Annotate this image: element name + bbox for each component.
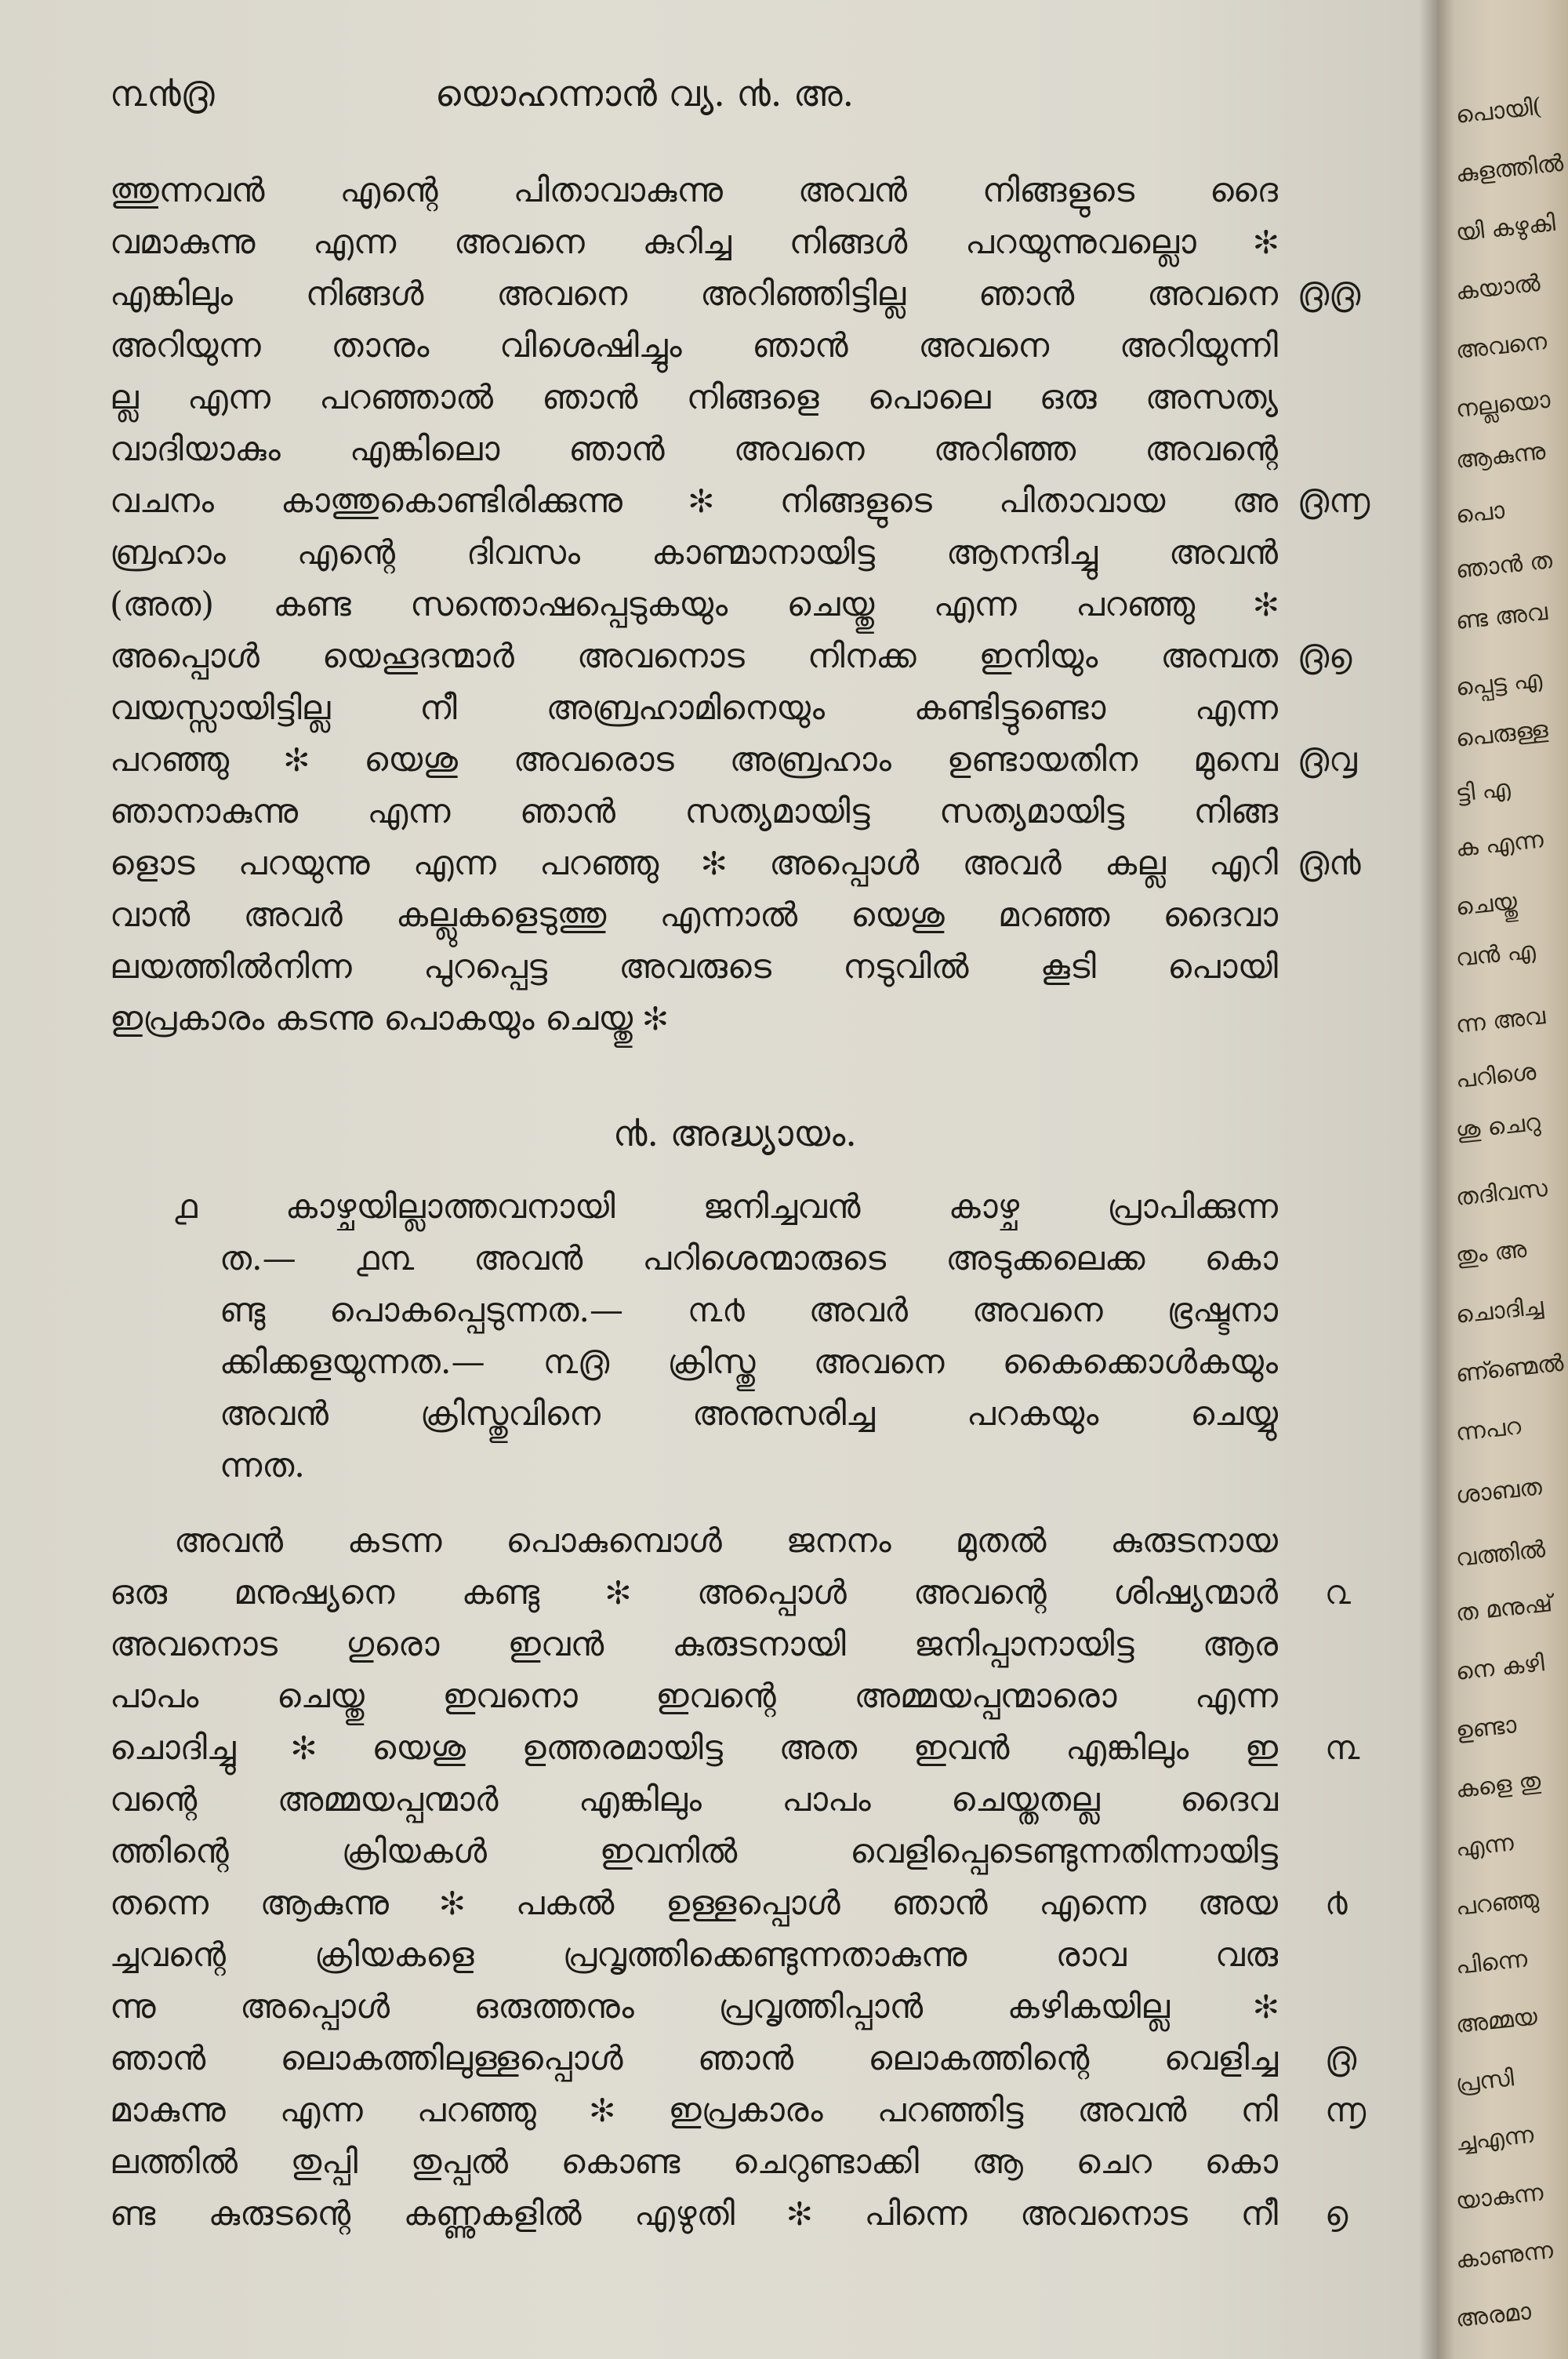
facing-page-fragment: എന്ന xyxy=(1454,1829,1515,1863)
facing-page-fragment: പ്പെട്ട എ xyxy=(1454,665,1544,702)
text-line: വാൻ അവർ കല്ലുകളെടുത്തു എന്നാൽ യെശു മറഞ്ഞ ദൈവാ xyxy=(110,896,1278,935)
text-line: പാപം ചെയ്തു ഇവനൊ ഇവന്റെ അമ്മയപ്പന്മാരൊ എന്ന xyxy=(110,1677,1278,1716)
text-line: വയസ്സായിട്ടില്ല നീ അബ്രഹാമിനെയും കണ്ടിട്ടുണ്ടൊ എന്ന xyxy=(110,689,1278,728)
text-line: വാദിയാകും എങ്കിലൊ ഞാൻ അവനെ അറിഞ്ഞ അവന്റെ xyxy=(110,430,1278,469)
facing-page-fragment: ശാബത xyxy=(1454,1473,1544,1510)
facing-page-fragment: ട്ടി എ xyxy=(1454,774,1512,808)
text-line: മാകുന്നു എന്ന പറഞ്ഞു ✻ ഇപ്രകാരം പറഞ്ഞിട്ട അവൻ നി xyxy=(110,2091,1278,2130)
facing-page-fragment: പെരുള്ള xyxy=(1454,715,1550,753)
verse-number: ൫൯ xyxy=(1298,844,1361,883)
facing-page-fragment: ന്ന അവ xyxy=(1454,1002,1547,1039)
verse-number: ൭ xyxy=(1325,2194,1348,2234)
text-line: വമാകുന്നു എന്ന അവനെ കുറിച്ച നിങ്ങൾ പറയുന്നുവല്ലൊ ✻ xyxy=(110,223,1278,262)
text-line: അപ്പൊൾ യെഹൂദന്മാർ അവനൊട നിനക്ക ഇനിയും അമ്പത xyxy=(110,637,1278,676)
text-line: ലയത്തിൽനിന്ന പുറപ്പെട്ട അവരുടെ നടുവിൽ കൂടി പൊയി xyxy=(110,947,1278,987)
facing-page-fragment: ഉണ്ടാ xyxy=(1454,1711,1518,1745)
text-line: എങ്കിലും നിങ്ങൾ അവനെ അറിഞ്ഞിട്ടില്ല ഞാൻ അവനെ xyxy=(110,274,1278,314)
facing-page-fragment: പൊയി( xyxy=(1454,93,1544,129)
summary-line: ൧ കാഴ്ചയില്ലാത്തവനായി ജനിച്ചവൻ കാഴ്ച പ്രാപിക്കുന്ന xyxy=(174,1187,1278,1227)
text-line: ഞാൻ ലൊകത്തിലുള്ളപ്പൊൾ ഞാൻ ലൊകത്തിന്റെ വെളിച്ച xyxy=(110,2039,1278,2078)
facing-page-fragment: കാണുന്ന xyxy=(1454,2237,1555,2274)
text-line: പറഞ്ഞു ✻ യെശു അവരൊട അബ്രഹാം ഉണ്ടായതിന മുമ്പെ xyxy=(110,740,1278,780)
folio-number: ൩൯൫ xyxy=(110,72,215,114)
verse-number: ൬ xyxy=(1325,2091,1367,2130)
facing-page-fragment: തും അ xyxy=(1454,1235,1528,1270)
facing-page-fragment: പറഞ്ഞു xyxy=(1454,1885,1541,1921)
text-line: വന്റെ അമ്മയപ്പന്മാർ എങ്കിലും പാപം ചെയ്തതല്ല ദൈവ xyxy=(110,1780,1278,1819)
chapter-heading: ൯. അദ്ധ്യായം. xyxy=(613,1112,857,1154)
facing-page-fragment: വത്തിൽ xyxy=(1454,1536,1547,1572)
facing-page-fragment: നെ കഴി xyxy=(1454,1649,1546,1686)
text-line: (അത) കണ്ട സന്തൊഷപ്പെടുകയും ചെയ്തു എന്ന പറഞ്ഞു ✻ xyxy=(110,585,1278,624)
verse-number: ൫൬ xyxy=(1298,482,1370,521)
text-line: ഞാനാകുന്നു എന്ന ഞാൻ സത്യമായിട്ട സത്യമായിട്ട നിങ്ങ xyxy=(110,792,1278,831)
text-line: അറിയുന്ന താനും വിശെഷിച്ചും ഞാൻ അവനെ അറിയുന്നി xyxy=(110,326,1278,365)
facing-page-fragment: ക എന്ന xyxy=(1454,826,1545,863)
text-line: ഇപ്രകാരം കടന്നു പൊകയും ചെയ്തു ✻ xyxy=(110,999,668,1038)
facing-page-fragment: ചെയ്തു xyxy=(1454,887,1519,921)
summary-line: അവൻ ക്രിസ്തുവിനെ അനുസരിച്ച പറകയും ചെയ്യു xyxy=(220,1394,1278,1434)
verse-number: ൫൫ xyxy=(1298,274,1361,314)
text-line: അവൻ കടന്ന പൊകുമ്പൊൾ ജനനം മുതൽ കുരുടനായ xyxy=(174,1521,1278,1561)
facing-page-fragment: അവനെ xyxy=(1454,327,1548,365)
facing-page-fragment: പ്രസി xyxy=(1454,2064,1515,2098)
facing-page-fragment: വൻ എ xyxy=(1454,936,1537,972)
text-line: ഒരു മനുഷ്യനെ കണ്ടു ✻ അപ്പൊൾ അവന്റെ ശിഷ്യന്മാർ xyxy=(110,1573,1278,1612)
facing-page-fragment: പിന്നെ xyxy=(1454,1945,1529,1980)
facing-page-fragment: ന്നപറ xyxy=(1454,1412,1523,1447)
facing-page-fragment: നല്ലയൊ xyxy=(1454,386,1552,423)
text-line: ത്തിന്റെ ക്രിയകൾ ഇവനിൽ വെളിപ്പെടെണ്ടുന്നതിന്നായിട്ട xyxy=(110,1832,1278,1871)
summary-line: ണ്ടു പൊകപ്പെടുന്നത.— ൩൪ അവർ അവനെ ഭ്രഷ്ടനാ xyxy=(220,1291,1278,1330)
facing-page-fragment: ത മനുഷ് xyxy=(1454,1590,1554,1627)
facing-page-fragment: തദിവസ xyxy=(1454,1174,1549,1212)
verse-number: ൩ xyxy=(1325,1728,1360,1768)
text-line: ല്ല എന്ന പറഞ്ഞാൽ ഞാൻ നിങ്ങളെ പൊലെ ഒരു അസത്യ xyxy=(110,378,1278,417)
text-line: വചനം കാത്തുകൊണ്ടിരിക്കുന്നു ✻ നിങ്ങളുടെ പിതാവായ അ xyxy=(110,482,1278,521)
facing-page-fragment: ശു ചെറു xyxy=(1454,1108,1542,1145)
facing-page-fragment: ചൊദിച്ച xyxy=(1454,1292,1545,1329)
summary-line: ക്കിക്കളയുന്നത.— ൩൫ ക്രിസ്തു അവനെ കൈക്കൊൾകയും xyxy=(220,1343,1278,1382)
text-line: ച്ചവന്റെ ക്രിയകളെ പ്രവൃത്തിക്കെണ്ടുന്നതാകുന്നു രാവ വരു xyxy=(110,1936,1278,1975)
text-line: ചൊദിച്ചു ✻ യെശു ഉത്തരമായിട്ട അത ഇവൻ എങ്കിലും ഇ xyxy=(110,1728,1278,1768)
text-line: ബ്രഹാം എന്റെ ദിവസം കാണ്മാനായിട്ട ആനന്ദിച്ചു അവൻ xyxy=(110,533,1278,572)
verse-number: ൨ xyxy=(1325,1573,1351,1612)
facing-page-fragment: അരമാ xyxy=(1454,2298,1533,2333)
facing-page-fragment: ആകുന്നു xyxy=(1454,438,1547,474)
facing-page-fragment: അമ്മയ xyxy=(1454,2003,1539,2039)
text-line: ണ്ട കുരുടന്റെ കണ്ണുകളിൽ എഴുതി ✻ പിന്നെ അവനൊട നീ xyxy=(110,2194,1278,2234)
verse-number: ൫൭ xyxy=(1298,637,1352,676)
facing-page-fragment: ണ്ണ്മെൽ xyxy=(1454,1349,1565,1388)
facing-page-fragment: ണ്ട അവ xyxy=(1454,598,1549,635)
text-line: ന്നു അപ്പൊൾ ഒരുത്തനും പ്രവൃത്തിപ്പാൻ കഴികയില്ല ✻ xyxy=(110,1987,1278,2026)
text-line: ളൊട പറയുന്നു എന്ന പറഞ്ഞു ✻ അപ്പൊൾ അവർ കല്ല എറി xyxy=(110,844,1278,883)
verse-number: ൫൮ xyxy=(1298,740,1357,780)
facing-page-fragment: യി കഴുകി xyxy=(1454,209,1557,247)
facing-page-fragment: ച്ചഎന്ന xyxy=(1454,2121,1535,2157)
text-line: ത്തുന്നവൻ എന്റെ പിതാവാകുന്നു അവൻ നിങ്ങളുടെ ദൈ xyxy=(110,171,1278,210)
verse-number: ൫ xyxy=(1325,2039,1357,2078)
facing-page-fragment: പൊ xyxy=(1454,496,1506,529)
facing-page-fragment: കുളത്തിൽ xyxy=(1454,149,1565,188)
verse-number: ൪ xyxy=(1325,1884,1348,1923)
summary-line: ത.— ൧൩ അവൻ പറിശെന്മാരുടെ അടുക്കലെക്ക കൊ xyxy=(220,1239,1278,1278)
text-line: തന്നെ ആകുന്നു ✻ പകൽ ഉള്ളപ്പൊൾ ഞാൻ എന്നെ അയ xyxy=(110,1884,1278,1923)
facing-page-fragment: കളെ തു xyxy=(1454,1767,1542,1804)
facing-page-edge xyxy=(1439,0,1568,2359)
running-title: യൊഹന്നാൻ വ്യ. ൯. അ. xyxy=(435,72,855,114)
facing-page-fragment: ഞാൻ ത xyxy=(1454,547,1554,584)
text-line: ലത്തിൽ തുപ്പി തുപ്പൽ കൊണ്ട ചെറുണ്ടാക്കി ആ ചെറ കൊ xyxy=(110,2143,1278,2182)
text-line: അവനൊട ഗുരൊ ഇവൻ കുരുടനായി ജനിപ്പാനായിട്ട ആര xyxy=(110,1625,1278,1664)
facing-page-fragment: പറിശെ xyxy=(1454,1058,1537,1094)
summary-line: ന്നത. xyxy=(220,1446,305,1485)
facing-page-fragment: യാകുന്ന xyxy=(1454,2179,1545,2215)
facing-page-fragment: കയാൽ xyxy=(1454,269,1542,306)
